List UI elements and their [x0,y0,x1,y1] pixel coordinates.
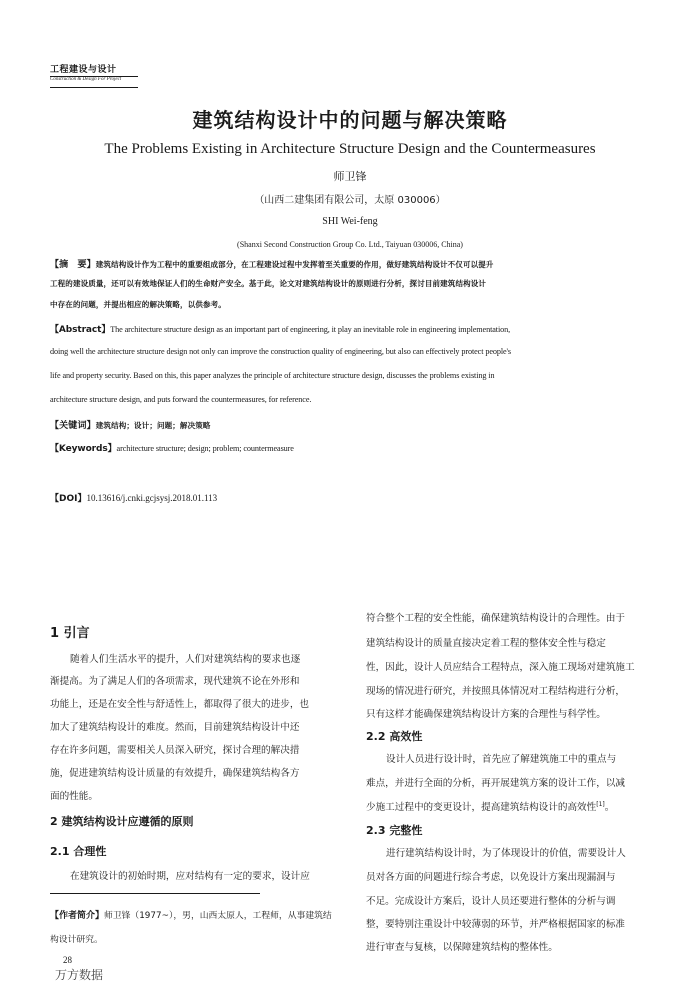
body-line: 少施工过程中的变更设计，提高建筑结构设计的高效性[1]。 [366,800,615,813]
abstract-en-label: 【Abstract】 [50,325,111,335]
abstract-cn-label: 【摘 要】 [50,260,96,270]
author-bio-line: 构设计研究。 [50,935,103,945]
section-heading: 2 建筑结构设计应遵循的原则 [50,815,194,828]
doi-value: 10.13616/j.cnki.gcjsysj.2018.01.113 [86,493,218,503]
author-name-en: SHI Wei-feng [322,216,378,227]
body-line: 设计人员进行设计时，首先应了解建筑施工中的重点与 [386,754,617,765]
body-line: 建筑结构设计的质量直接决定着工程的整体安全性与稳定 [366,638,606,649]
journal-underline [50,87,138,88]
journal-header [50,64,121,83]
watermark: 万方数据 [55,968,104,982]
affiliation-en: (Shanxi Second Construction Group Co. Ltd., Taiyuan 030006, China) [237,240,463,249]
body-line: 整，要特别注重设计中较薄弱的环节，并严格根据国家的标准 [366,919,626,930]
body-line: 现场的情况进行研究，并按照具体情况对工程结构进行分析， [366,686,626,697]
body-line: 施，促进建筑结构设计质量的有效提升，确保建筑结构各方 [50,768,300,779]
section-heading: 1 引言 [50,626,90,641]
body-line: 进行审查与复核，以保障建筑结构的整体性。 [366,942,558,953]
paper-title-cn: 建筑结构设计中的问题与解决策略 [192,108,508,132]
citation-ref: [1] [596,800,605,808]
body-line: 符合整个工程的安全性能，确保建筑结构设计的合理性。由于 [366,613,626,624]
body-line: 功能上，还是在安全性与舒适性上，都取得了很大的进步，也 [50,699,310,710]
body-line: 性，因此，设计人员应结合工程特点，深入施工现场对建筑施工 [366,662,635,673]
footnote-divider [50,893,260,894]
affiliation-cn: （山西二建集团有限公司，太原 030006） [254,195,446,206]
doi-label: 【DOI】 [50,494,87,504]
abstract-cn-line: 【摘 要】建筑结构设计作为工程中的重要组成部分，在工程建设过程中发挥着至关重要的作用，做好建筑结构设计不仅可以提升 [50,260,494,270]
body-line: 员对各方面的问题进行综合考虑，以免设计方案出现漏洞与 [366,872,616,883]
body-line: 加大了建筑结构设计的难度。然而，目前建筑结构设计中还 [50,722,300,733]
subsection-heading: 2.2 高效性 [366,730,423,743]
abstract-en-line: 【Abstract】The architecture structure design as an important part of engineering, it play an inevitable role in engineering implementation, [50,325,511,335]
abstract-cn-line: 工程的建设质量，还可以有效地保证人们的生命财产安全。基于此，论文对建筑结构设计的原则进行分析，探讨目前建筑结构设计 [50,279,487,288]
keywords-cn: 【关键词】建筑结构；设计；问题；解决策略 [50,421,211,431]
keywords-en-label: 【Keywords】 [50,444,117,454]
abstract-en-line: architecture structure design, and puts forward the countermeasures, for reference. [50,395,312,404]
abstract-cn-line: 中存在的问题，并提出相应的解决策略，以供参考。 [50,300,226,309]
journal-name-cn: 工程建设与设计 [50,65,117,75]
page-number: 28 [63,955,72,965]
abstract-en-line: doing well the architecture structure design not only can improve the construction quality of engineering, but also can effectively protect people's [50,347,512,356]
body-line: 渐提高。为了满足人们的各项需求，现代建筑不论在外形和 [50,676,300,687]
body-line: 随着人们生活水平的提升，人们对建筑结构的要求也逐 [70,654,301,665]
abstract-en-line: life and property security. Based on this, this paper analyzes the principle of architecture structure design, discusses the problems existing in [50,371,495,380]
body-line: 存在许多问题，需要相关人员深入研究，探讨合理的解决措 [50,745,300,756]
author-bio-label: 【作者简介】 [50,911,105,921]
paper-title-en: The Problems Existing in Architecture Structure Design and the Countermeasures [104,141,596,157]
doi [50,486,650,505]
keywords-en: 【Keywords】architecture structure; design; problem; countermeasure [50,444,294,454]
journal-name-en: Construction & Design For Project [50,77,122,82]
body-line: 难点，并进行全面的分析，再开展建筑方案的设计工作，以减 [366,778,626,789]
body-line: 不足。完成设计方案后，设计人员还要进行整体的分析与调 [366,896,616,907]
subsection-heading: 2.1 合理性 [50,845,107,858]
body-line: 在建筑设计的初始时期，应对结构有一定的要求，设计应 [70,871,310,882]
body-line: 进行建筑结构设计时，为了体现设计的价值，需要设计人 [386,848,626,859]
author-bio: 【作者简介】师卫锋（1977~），男，山西太原人，工程师，从事建筑结 [50,911,332,921]
journal-divider [50,76,138,77]
keywords-cn-label: 【关键词】 [50,421,96,431]
body-line: 面的性能。 [50,791,98,802]
author-name-cn: 师卫锋 [333,170,367,183]
subsection-heading: 2.3 完整性 [366,824,423,837]
body-line: 只有这样才能确保建筑结构设计方案的合理性与科学性。 [366,709,606,720]
